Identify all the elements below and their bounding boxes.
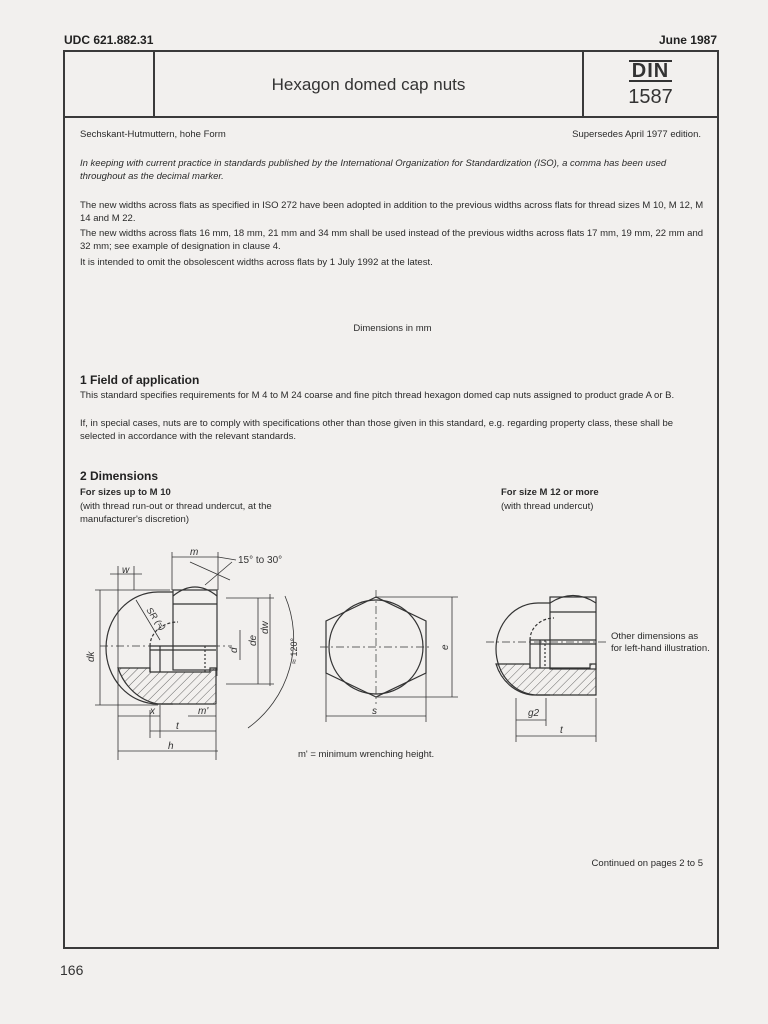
label-w: w: [122, 565, 130, 576]
document-title: Hexagon domed cap nuts: [271, 75, 466, 94]
supersedes-note: Supersedes April 1977 edition.: [572, 129, 701, 140]
intro-paragraph: The new widths across flats as specified in ISO 272 have been adopted in addition to the previous widths across flats for thread sizes M 10, M 12, M 14 and M 22.: [80, 200, 704, 224]
label-dk: dk: [86, 651, 97, 662]
right-variant-heading: For size M 12 or more: [501, 487, 599, 498]
left-section-view: [100, 587, 232, 704]
figure-caption: m' = minimum wrenching height.: [298, 749, 435, 760]
label-g2: g2: [528, 708, 540, 719]
left-variant-heading: For sizes up to M 10: [80, 487, 171, 498]
label-t: t: [176, 721, 179, 732]
label-angle: 15° to 30°: [238, 555, 283, 566]
continued-note: Continued on pages 2 to 5: [591, 858, 703, 869]
label-sr: SR (≈): [144, 605, 168, 633]
intro-paragraph: The new widths across flats 16 mm, 18 mm, 21 mm and 34 mm shall be used instead of the previous widths across flats 17 mm, 19 mm, 22 mm and 32 mm; see example of designation in clause 4.: [80, 228, 704, 252]
udc-number: UDC 621.882.31: [64, 33, 154, 47]
page-number: 166: [60, 962, 84, 978]
iso-note: In keeping with current practice in standards published by the International Organization for Standardization (ISO), a comma has been used throughout as the decimal marker.: [80, 158, 667, 182]
dimensions-note: Dimensions in mm: [353, 323, 432, 334]
intro-paragraph: It is intended to omit the obsolescent widths across flats by 1 July 1992 at the latest.: [80, 257, 433, 268]
label-de: de: [248, 634, 259, 646]
label-120: ≈ 120°: [289, 637, 299, 664]
other-dimensions-note: Other dimensions as for left-hand illustration.: [611, 631, 710, 654]
din-logo: DIN: [629, 60, 672, 82]
label-dw: dw: [260, 621, 271, 634]
label-m: m: [190, 547, 199, 558]
top-view-hex: [320, 590, 432, 704]
label-e: e: [440, 644, 451, 650]
label-h: h: [168, 741, 174, 752]
right-variant-note: (with thread undercut): [501, 501, 594, 512]
label-d: d: [229, 647, 240, 653]
left-variant-note: (with thread run-out or thread undercut, at the manufacturer's discretion): [80, 501, 272, 525]
label-mprime: m': [198, 706, 209, 717]
section-paragraph: This standard specifies requirements for M 4 to M 24 coarse and fine pitch thread hexagon domed cap nuts assigned to product grade A or B.: [80, 390, 675, 401]
din-number: 1587: [628, 86, 673, 108]
german-title: Sechskant-Hutmuttern, hohe Form: [80, 129, 226, 140]
section-heading: 1 Field of application: [80, 373, 200, 387]
label-s: s: [372, 706, 377, 717]
right-section-view: [486, 596, 606, 696]
label-t-right: t: [560, 725, 563, 736]
publication-date: June 1987: [658, 33, 717, 47]
label-x: x: [150, 706, 155, 717]
section-heading: 2 Dimensions: [80, 469, 159, 483]
section-paragraph: If, in special cases, nuts are to comply with specifications other than those given in this standard, e.g. regarding property class, these shall be selected in accordance with the relevant standards.: [80, 418, 674, 442]
